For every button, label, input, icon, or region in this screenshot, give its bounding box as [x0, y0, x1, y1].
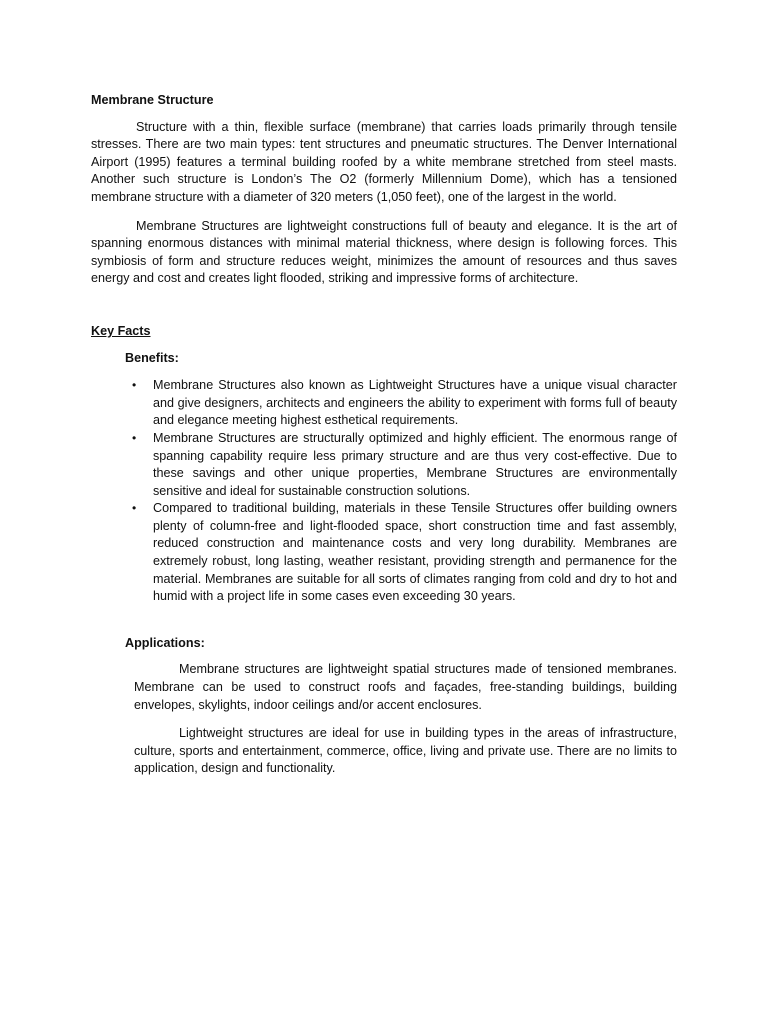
- benefit-text: Compared to traditional building, materials in these Tensile Structures offer building owners plenty of column-free and light-flooded space, short construction time and fast assembly, reduced construction and maintenance costs and very long durability. Membranes are extremely robust, long lasting, weather resistant, providing strength and permanence for the material. Membranes are suitable for all sorts of climates ranging from cold and dry to hot and humid with a project life in some cases even exceeding 30 years.: [153, 501, 677, 604]
- benefit-text: Membrane Structures also known as Lightweight Structures have a unique visual character and give designers, architects and engineers the ability to experiment with forms full of beauty and elegance meeting highest esthetical requirements.: [153, 378, 677, 428]
- list-item: [125, 430, 677, 500]
- list-item: [125, 377, 677, 430]
- applications-heading: Applications:: [125, 635, 205, 650]
- benefits-heading: Benefits:: [125, 350, 179, 365]
- bullet-icon: •: [132, 501, 137, 516]
- applications-paragraph-2: Lightweight structures are ideal for use in building types in the areas of infrastructure, culture, sports and entertainment, commerce, office, living and private use. There are no limits to application, design and functionality.: [134, 726, 677, 776]
- intro-paragraph-1: Structure with a thin, flexible surface (membrane) that carries loads primarily through tensile stresses. There are two main types: tent structures and pneumatic structures. The Denver International Airport (1995) features a terminal building roofed by a white membrane stretched from steel masts. Another such structure is London’s The O2 (formerly Millennium Dome), which has a tensioned membrane structure with a diameter of 320 meters (1,050 feet), one of the largest in the world.: [91, 119, 677, 204]
- intro-paragraph-2: Membrane Structures are lightweight constructions full of beauty and elegance. It is the art of spanning enormous distances with minimal material thickness, where design is following forces. This symbiosis of form and structure reduces weight, minimizes the amount of resources and thus saves energy and cost and creates light flooded, striking and impressive forms of architecture.: [91, 218, 677, 286]
- document-title: Membrane Structure: [91, 93, 214, 107]
- benefit-text: Membrane Structures are structurally optimized and highly efficient. The enormous range of spanning capability require less primary structure and are thus very cost-effective. Due to these savings and other unique properties, Membrane Structures are environmentally sensitive and ideal for sustainable construction solutions.: [153, 430, 677, 498]
- list-item: [125, 500, 677, 606]
- bullet-icon: •: [132, 430, 137, 445]
- bullet-icon: •: [132, 378, 137, 393]
- applications-paragraph-1: Membrane structures are lightweight spatial structures made of tensioned membranes. Membrane can be used to construct roofs and façades, free-standing buildings, building envelopes, skylights, indoor ceilings and/or accent enclosures.: [134, 662, 677, 712]
- key-facts-heading: Key Facts: [91, 323, 151, 338]
- benefits-list: [125, 377, 677, 606]
